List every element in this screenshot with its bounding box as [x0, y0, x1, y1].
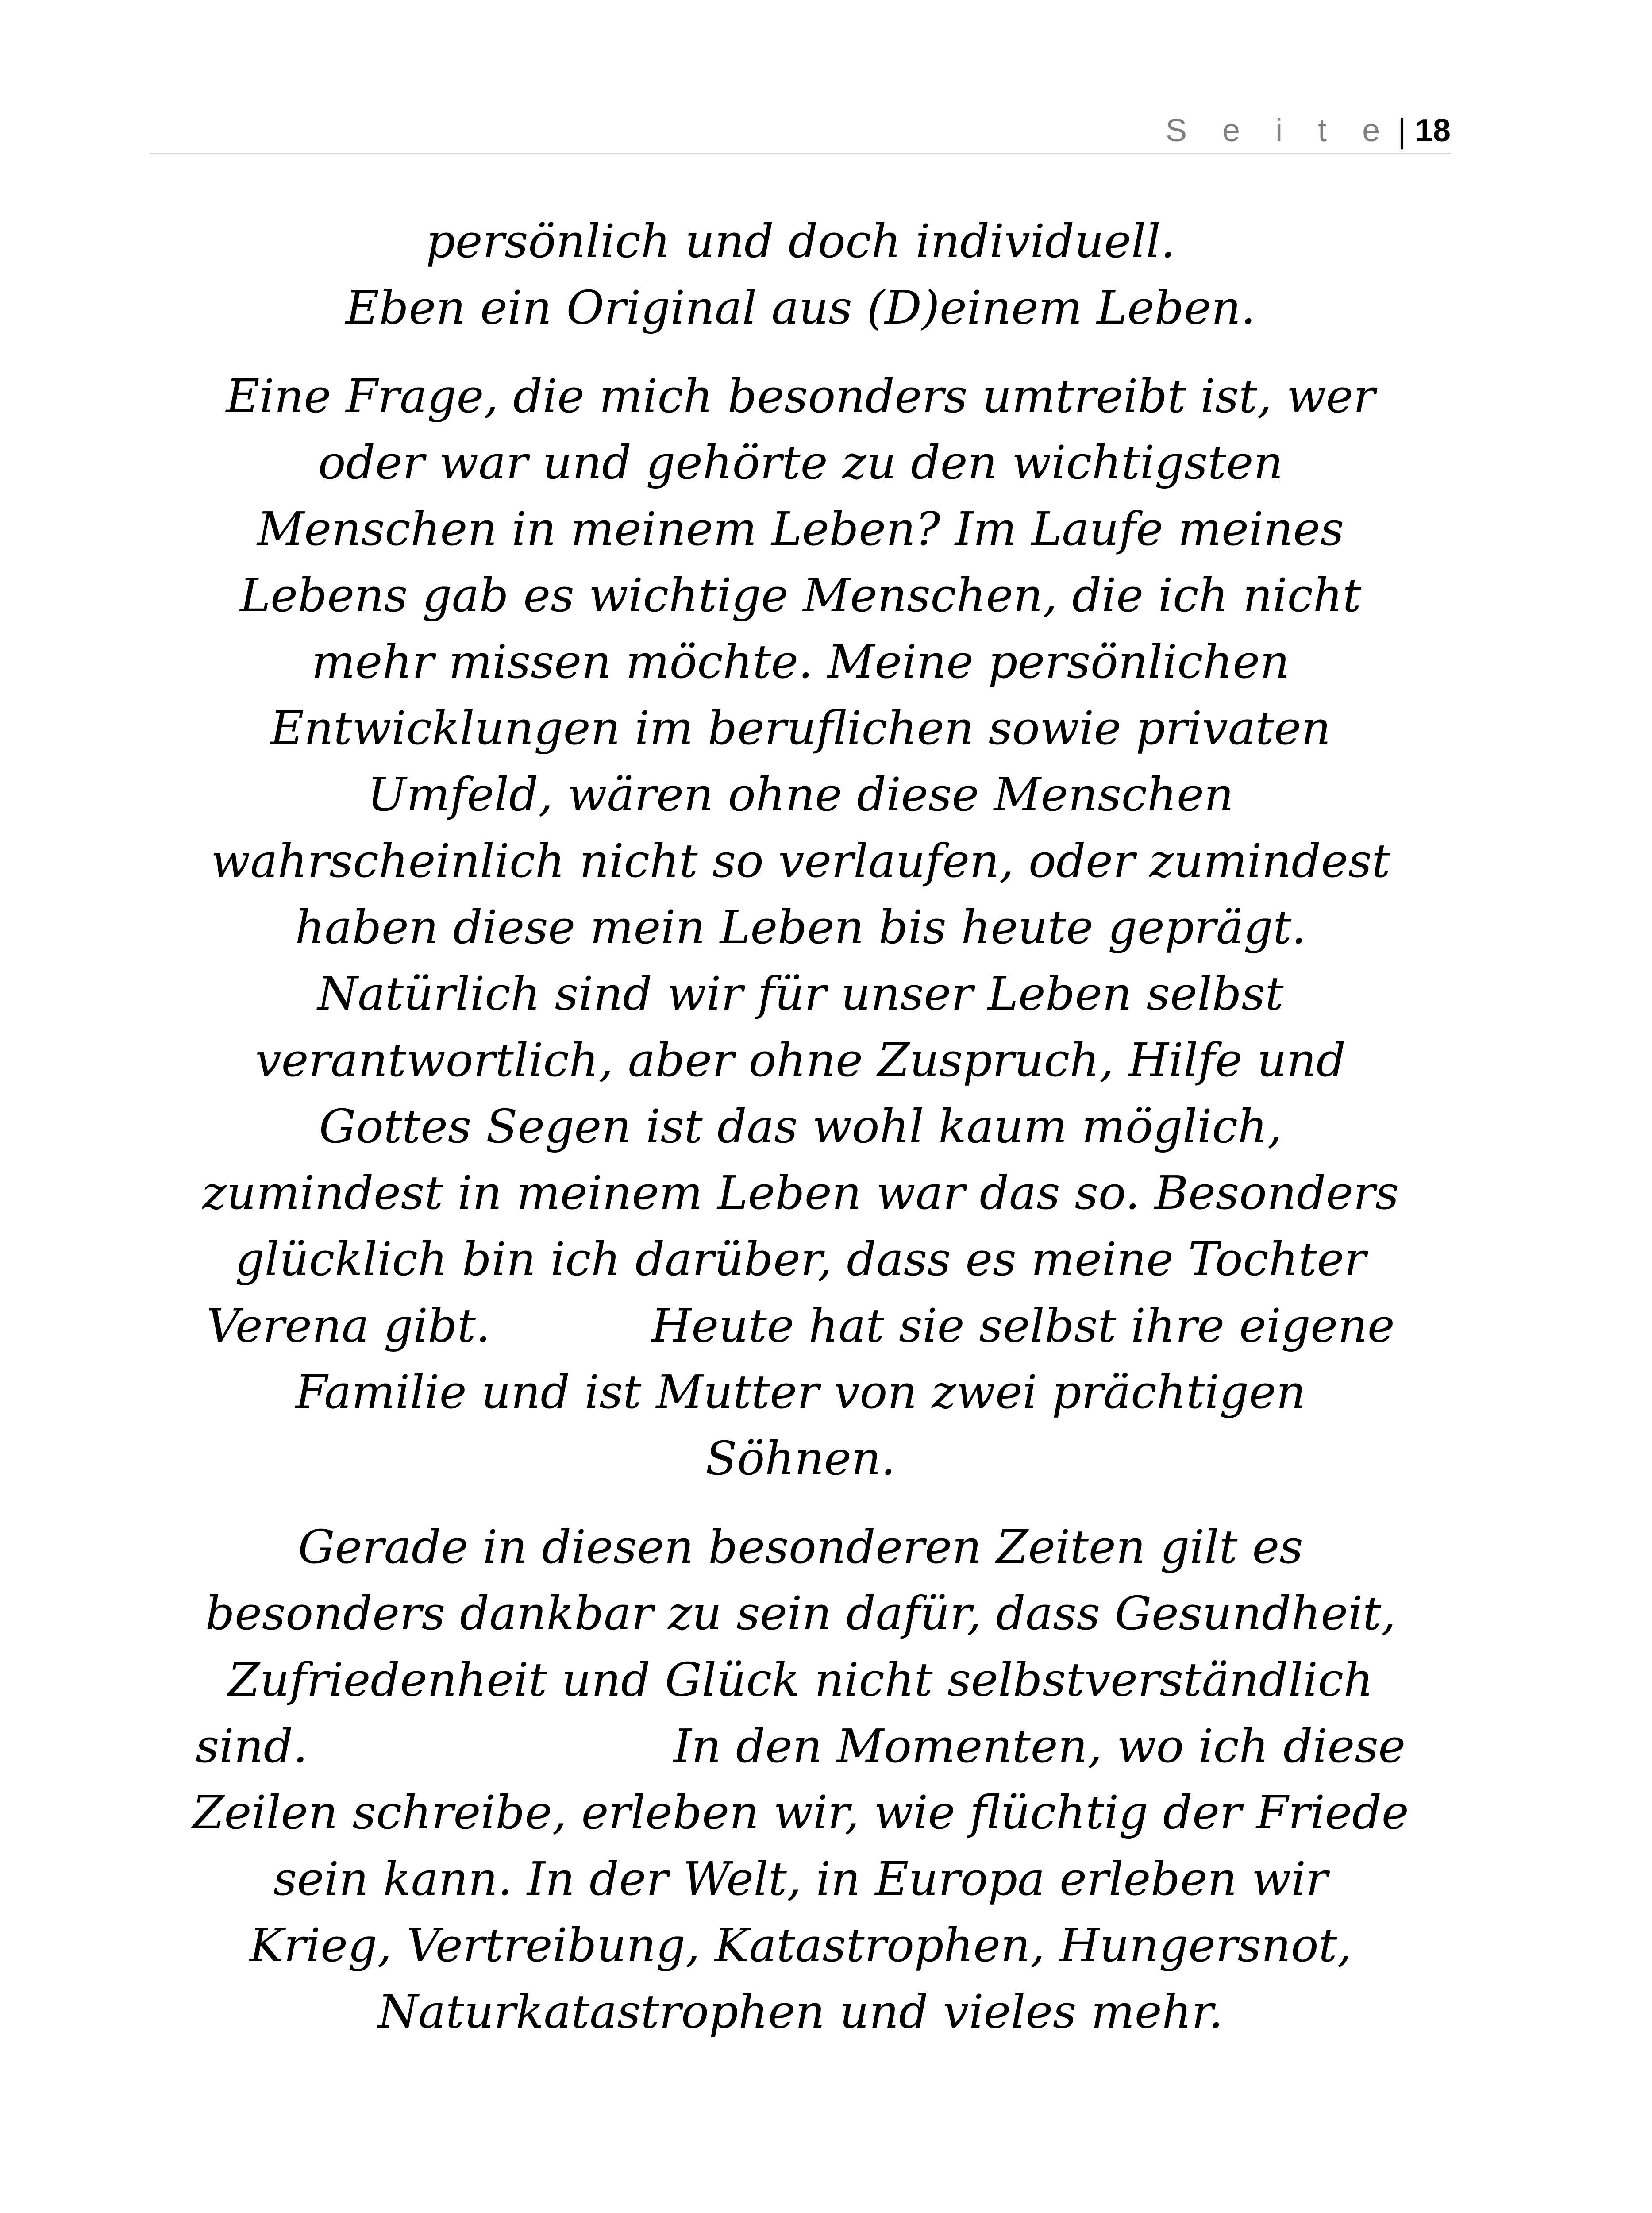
text-line: Zeilen schreibe, erleben wir, wie flüchtig der Friede — [192, 1785, 1409, 1839]
text-line: sind. In den Momenten, wo ich diese — [195, 1719, 1406, 1773]
text-line: Umfeld, wären ohne diese Menschen — [367, 767, 1234, 821]
text-line: sein kann. In der Welt, in Europa erleben wir — [273, 1852, 1328, 1906]
page-label: S e i t e — [1166, 113, 1394, 148]
text-line: Eben ein Original aus (D)einem Leben. — [345, 281, 1256, 335]
paragraph — [150, 208, 1451, 341]
paragraph — [150, 1514, 1451, 2045]
text-line: Familie und ist Mutter von zwei prächtigen — [295, 1365, 1306, 1419]
paragraph — [150, 363, 1451, 1492]
text-line: Zufriedenheit und Glück nicht selbstverständlich — [228, 1653, 1373, 1707]
text-line: Verena gibt. Heute hat sie selbst ihre eigene — [206, 1299, 1395, 1353]
page-number: 18 — [1415, 113, 1451, 148]
text-line: glücklich bin ich darüber, dass es meine Tochter — [235, 1232, 1366, 1286]
text-line: besonders dankbar zu sein dafür, dass Gesundheit, — [205, 1586, 1396, 1640]
text-line: wahrscheinlich nicht so verlaufen, oder zumindest — [211, 834, 1390, 888]
header-separator: | — [1398, 112, 1406, 150]
text-line: Natürlich sind wir für unser Leben selbst — [317, 967, 1284, 1021]
text-line: Menschen in meinem Leben? Im Laufe meines — [257, 502, 1344, 556]
page-body — [150, 208, 1451, 2067]
text-line: Naturkatastrophen und vieles mehr. — [378, 1985, 1223, 2039]
page-header — [150, 108, 1451, 154]
text-line: Krieg, Vertreibung, Katastrophen, Hungersnot, — [249, 1918, 1352, 1972]
text-line: zumindest in meinem Leben war das so. Besonders — [202, 1166, 1399, 1220]
text-line: Gerade in diesen besonderen Zeiten gilt es — [298, 1520, 1303, 1574]
text-line: verantwortlich, aber ohne Zuspruch, Hilfe und — [255, 1033, 1346, 1087]
text-line: haben diese mein Leben bis heute geprägt. — [295, 900, 1306, 954]
text-line: oder war und gehörte zu den wichtigsten — [318, 436, 1283, 490]
text-line: Eine Frage, die mich besonders umtreibt ist, wer — [226, 369, 1375, 423]
text-line: persönlich und doch individuell. — [426, 214, 1175, 268]
text-line: Entwicklungen im beruflichen sowie privaten — [270, 701, 1331, 755]
text-line: Lebens gab es wichtige Menschen, die ich nicht — [240, 568, 1361, 622]
text-line: Gottes Segen ist das wohl kaum möglich, — [319, 1099, 1282, 1153]
text-line: mehr missen möchte. Meine persönlichen — [312, 635, 1290, 689]
text-line: Söhnen. — [705, 1431, 896, 1485]
